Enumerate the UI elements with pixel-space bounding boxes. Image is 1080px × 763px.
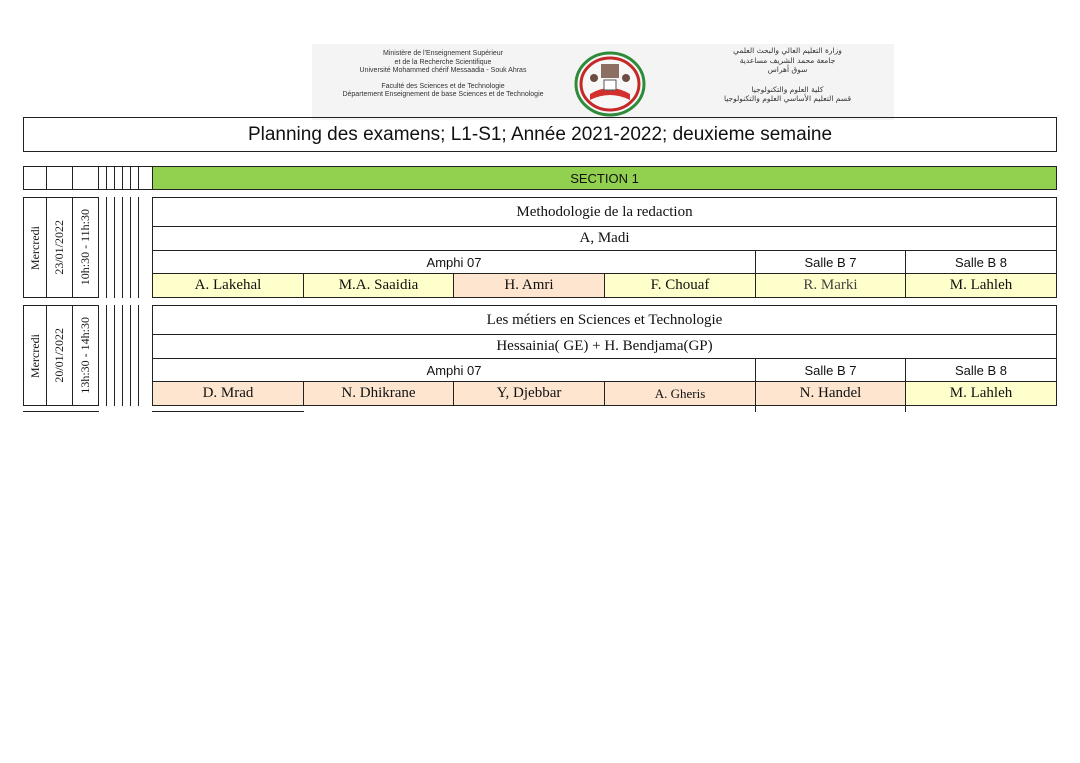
exam-subject: Methodologie de la redaction [152, 197, 1057, 227]
exam-time: 13h:30 - 14h:30 [78, 317, 92, 394]
exam-date: 20/01/2022 [52, 328, 66, 383]
ar-line: كلية العلوم والتكنولوجيا [751, 84, 824, 94]
column-divider [138, 305, 139, 406]
section-header: SECTION 1 [152, 166, 1057, 190]
surveillant-cell: N. Handel [755, 381, 906, 406]
fr-line: Université Mohammed chérif Messaadia - Souk Ahras [359, 67, 527, 74]
surveillant-cell: M. Lahleh [905, 381, 1057, 406]
page-title: Planning des examens; L1-S1; Année 2021-2022; deuxieme semaine [23, 117, 1057, 152]
column-divider [106, 197, 107, 298]
column-divider [122, 197, 123, 298]
column-divider [106, 305, 107, 406]
surveillant-cell: A. Gheris [604, 381, 756, 406]
day-cell [23, 305, 47, 406]
surveillant-cell: N. Dhikrane [303, 381, 454, 406]
fr-line: Faculté des Sciences et de Technologie [381, 82, 505, 90]
exam-teacher: A, Madi [152, 226, 1057, 251]
room-label: Salle B 7 [755, 250, 906, 274]
ar-line: جامعة محمد الشريف مساعدية [739, 55, 836, 65]
table-rule [23, 411, 99, 412]
day-cell [23, 197, 47, 298]
surveillant-cell: A. Lakehal [152, 273, 304, 298]
column-divider [130, 305, 131, 406]
ar-line: قسم التعليم الأساسي العلوم والتكنولوجيا [723, 94, 852, 103]
room-label: Salle B 8 [905, 358, 1057, 382]
exam-time: 10h:30 - 11h:30 [78, 209, 92, 286]
exam-day: Mercredi [27, 333, 42, 378]
time-cell [72, 197, 99, 298]
column-divider [114, 197, 115, 298]
fr-line: Ministère de l'Enseignement Supérieur [382, 50, 503, 57]
header-blank-cell [46, 166, 73, 190]
column-divider [130, 197, 131, 298]
date-cell [46, 197, 73, 298]
room-label: Salle B 8 [905, 250, 1057, 274]
fr-line: et de la Recherche Scientifique [394, 58, 492, 66]
letterhead-arabic [690, 46, 885, 104]
exam-teacher: Hessainia( GE) + H. Bendjama(GP) [152, 334, 1057, 359]
surveillant-cell: M.A. Saaidia [303, 273, 454, 298]
surveillant-cell: Y, Djebbar [453, 381, 605, 406]
ar-line: وزارة التعليم العالي والبحث العلمي [733, 46, 842, 55]
table-rule [905, 405, 906, 412]
surveillant-cell: M. Lahleh [905, 273, 1057, 298]
header-blank-cell [72, 166, 99, 190]
surveillant-cell: D. Mrad [152, 381, 304, 406]
header-blank-cell [23, 166, 47, 190]
surveillant-cell: R. Marki [755, 273, 906, 298]
surveillant-cell: F. Chouaf [604, 273, 756, 298]
room-label: Amphi 07 [152, 250, 756, 274]
date-cell [46, 305, 73, 406]
column-divider [114, 305, 115, 406]
surveillant-cell: H. Amri [453, 273, 605, 298]
exam-date: 23/01/2022 [52, 220, 66, 275]
table-rule [152, 411, 304, 412]
room-label: Amphi 07 [152, 358, 756, 382]
column-divider [122, 305, 123, 406]
exam-day: Mercredi [27, 225, 42, 270]
column-divider [138, 197, 139, 298]
letterhead-french [318, 50, 568, 100]
table-rule [755, 405, 756, 412]
ar-line: سوق أهراس [767, 65, 808, 74]
exam-subject: Les métiers en Sciences et Technologie [152, 305, 1057, 335]
room-label: Salle B 7 [755, 358, 906, 382]
fr-line: Département Enseignement de base Sciences et de Technologie [342, 91, 544, 98]
header-blank-cell [138, 166, 153, 190]
university-seal-icon [568, 50, 652, 118]
time-cell [72, 305, 99, 406]
